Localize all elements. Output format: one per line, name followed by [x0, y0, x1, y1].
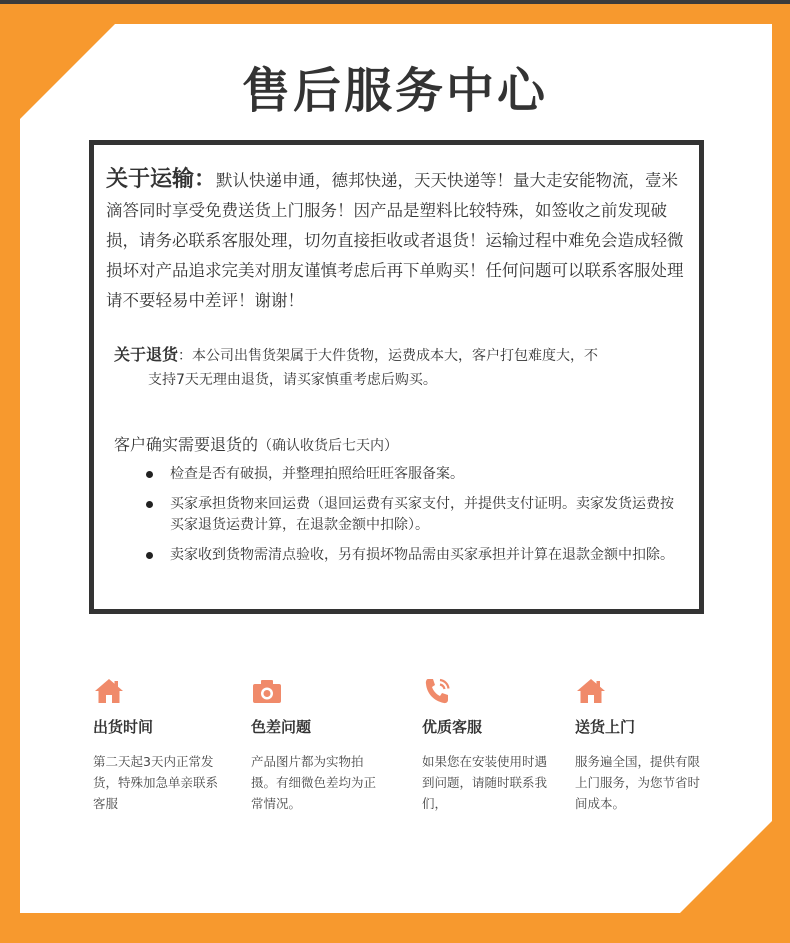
- feature-description: 第二天起3天内正常发货，特殊加急单亲联系客服: [93, 754, 219, 811]
- customer-returns-subheading: （确认收货后七天内）: [258, 438, 399, 454]
- page-title: 售后服务中心: [241, 63, 548, 119]
- returns-label: 关于退货: [114, 345, 179, 364]
- feature-home-delivery: [575, 676, 705, 814]
- customer-returns-list: [114, 464, 684, 566]
- house-icon: [93, 676, 125, 706]
- list-item: 卖家收到货物需清点验收，另有损坏物品需由买家承担并计算在退款金额中扣除。: [114, 545, 684, 566]
- camera-icon: [251, 676, 283, 706]
- shipping-section: [106, 165, 691, 316]
- house-icon: [575, 676, 607, 706]
- list-item: 检查是否有破损，并整理拍照给旺旺客服备案。: [114, 464, 684, 485]
- feature-customer-service: [422, 676, 552, 814]
- list-item: 买家承担货物来回运费（退回运费有买家支付，并提供支付证明。卖家发货运费按买家退货运费计算，在退款金额中扣除）。: [114, 494, 684, 536]
- feature-color-difference: [251, 676, 381, 814]
- returns-line-1: ：本公司出售货架属于大件货物，运费成本大，客户打包难度大，不: [178, 348, 599, 364]
- bullet-icon: [146, 471, 153, 478]
- shipping-text: 默认快递申通，德邦快递，天天快递等！量大走安能物流，壹米滴答同时享受免费送货上门服务！因产品是塑料比较特殊，如签收之前发现破损，请务必联系客服处理，切勿直接拒收或者退货！运输过程中难免会造成轻微损坏对产品追求完美对朋友谨慎考虑后再下单购买！任何问题可以联系客服处理请不要轻易中差评！谢谢！: [106, 171, 684, 310]
- returns-section: [114, 343, 684, 392]
- feature-description: 服务遍全国，提供有限上门服务，为您节省时间成本。: [575, 754, 701, 811]
- bullet-icon: [146, 552, 153, 559]
- returns-line-2: 支持7天无理由退货，请买家慎重考虑后购买。: [148, 372, 437, 388]
- feature-title: 送货上门: [575, 718, 636, 736]
- feature-title: 优质客服: [422, 718, 483, 736]
- customer-returns-section: [114, 433, 684, 575]
- feature-title: 色差问题: [251, 718, 312, 736]
- feature-description: 产品图片都为实物拍摄。有细微色差均为正常情况。: [251, 754, 377, 811]
- phone-icon: [422, 676, 454, 706]
- feature-description: 如果您在安装使用时遇到问题，请随时联系我们，: [422, 754, 548, 811]
- feature-title: 出货时间: [93, 718, 154, 736]
- shipping-label: 关于运输：: [106, 167, 217, 192]
- customer-returns-heading: 客户确实需要退货的: [114, 435, 259, 454]
- feature-shipping-time: [93, 676, 223, 814]
- bullet-icon: [146, 501, 153, 508]
- top-rule: [0, 0, 790, 4]
- policy-box: [89, 140, 704, 614]
